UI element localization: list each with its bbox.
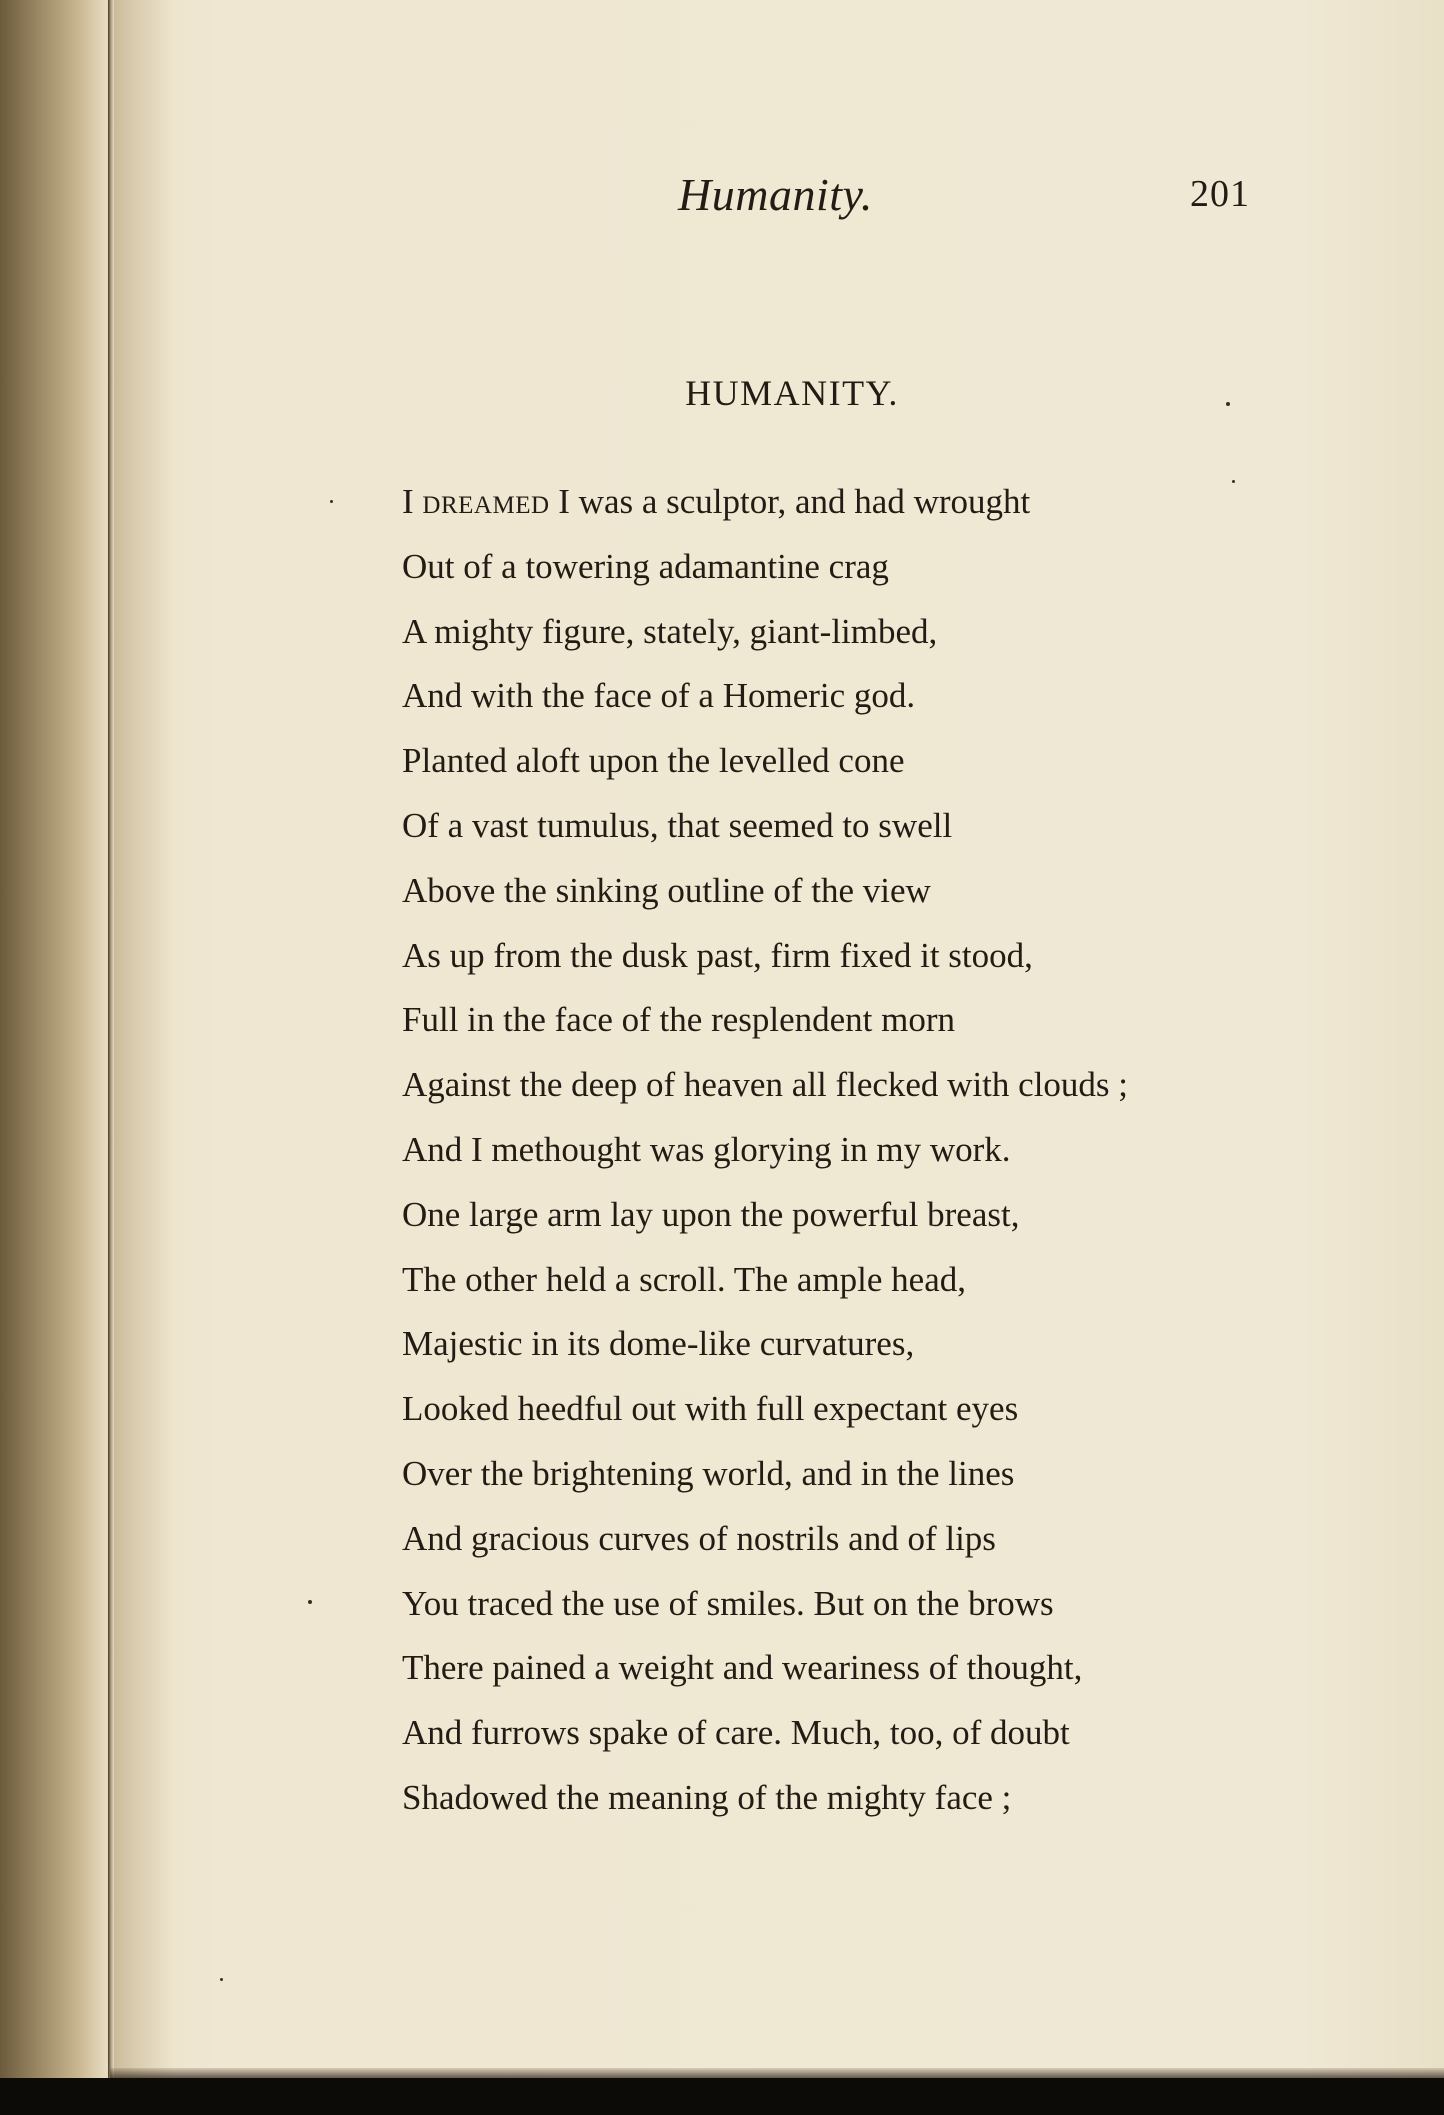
poem-line: Over the brightening world, and in the lines bbox=[402, 1453, 1015, 1493]
poem-line: Planted aloft upon the levelled cone bbox=[402, 741, 905, 781]
paper-speck bbox=[220, 1978, 223, 1981]
poem-line: You traced the use of smiles. But on the brows bbox=[402, 1583, 1054, 1623]
poem-line: And with the face of a Homeric god. bbox=[402, 676, 916, 716]
poem-line: And gracious curves of nostrils and of lips bbox=[402, 1518, 996, 1558]
poem-line: As up from the dusk past, firm fixed it stood, bbox=[402, 935, 1033, 975]
page-header bbox=[0, 168, 1444, 228]
running-title: Humanity. bbox=[678, 169, 873, 220]
poem-line: And I methought was glorying in my work. bbox=[402, 1129, 1011, 1169]
paper-speck bbox=[1226, 402, 1230, 406]
poem-line: One large arm lay upon the powerful breast, bbox=[402, 1194, 1020, 1234]
paper-speck bbox=[1232, 480, 1235, 483]
page-number: 201 bbox=[1190, 173, 1250, 215]
poem-line: Out of a towering adamantine crag bbox=[402, 546, 889, 586]
first-line-rest: I was a sculptor, and had wrought bbox=[549, 482, 1031, 521]
poem-line: Of a vast tumulus, that seemed to swell bbox=[402, 805, 953, 845]
poem-line: Full in the face of the resplendent morn bbox=[402, 1000, 956, 1040]
poem-line: A mighty figure, stately, giant-limbed, bbox=[402, 611, 938, 651]
scan-bottom-border bbox=[0, 2078, 1444, 2115]
poem-body bbox=[402, 470, 1302, 1831]
first-word-initial: I bbox=[402, 482, 414, 521]
poem-line: Looked heedful out with full expectant eyes bbox=[402, 1389, 1019, 1429]
poem-line: There pained a weight and weariness of thought, bbox=[402, 1648, 1083, 1688]
poem-title: HUMANITY. bbox=[685, 373, 899, 413]
poem-line bbox=[402, 470, 1302, 535]
first-word-small-caps: dreamed bbox=[422, 482, 550, 521]
poem-line: And furrows spake of care. Much, too, of doubt bbox=[402, 1713, 1070, 1753]
page-bottom-edge bbox=[110, 2068, 1444, 2078]
poem-line: The other held a scroll. The ample head, bbox=[402, 1259, 966, 1299]
paper-speck bbox=[330, 500, 333, 503]
poem-line: Against the deep of heaven all flecked with clouds ; bbox=[402, 1065, 1129, 1105]
poem-line: Majestic in its dome-like curvatures, bbox=[402, 1324, 915, 1364]
poem-line: Above the sinking outline of the view bbox=[402, 870, 931, 910]
paper-speck bbox=[308, 1600, 312, 1604]
page-spine-shadow bbox=[114, 0, 174, 2078]
poem-line: Shadowed the meaning of the mighty face ; bbox=[402, 1777, 1012, 1817]
